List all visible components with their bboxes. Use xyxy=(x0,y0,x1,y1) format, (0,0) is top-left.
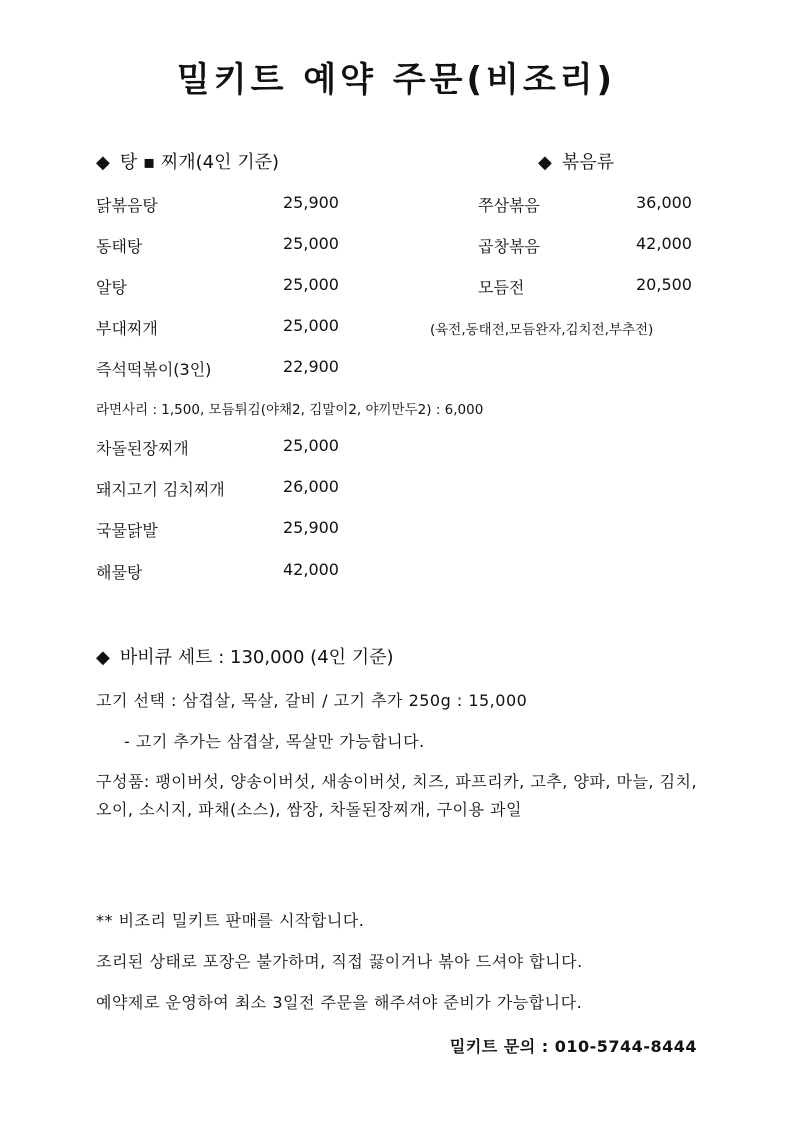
menu-item-price: 25,900 xyxy=(283,518,339,537)
menu-item-name: 곱창볶음 xyxy=(478,237,540,256)
menu-item-price: 36,000 xyxy=(636,193,692,212)
bbq-section-heading xyxy=(96,643,394,669)
bbq-meat-note: - 고기 추가는 삼겹살, 목살만 가능합니다. xyxy=(124,732,425,751)
menu-item-name: 모듬전 xyxy=(478,278,525,297)
bbq-heading-text: 바비큐 세트 : 130,000 (4인 기준) xyxy=(119,647,394,668)
page-title: 밀키트 예약 주문(비조리) xyxy=(176,60,617,100)
stirfry-section-heading xyxy=(538,148,614,174)
menu-item-name: 즉석떡볶이(3인) xyxy=(96,360,212,379)
menu-item-name: 해물탕 xyxy=(96,563,143,582)
menu-item-name: 알탕 xyxy=(96,278,127,297)
menu-item-name: 돼지고기 김치찌개 xyxy=(96,480,225,499)
menu-item-price: 42,000 xyxy=(283,560,339,579)
diamond-bullet-icon: ◆ xyxy=(96,647,110,668)
menu-item-price: 25,000 xyxy=(283,275,339,294)
bbq-composition: 구성품: 팽이버섯, 양송이버섯, 새송이버섯, 치즈, 파프리카, 고추, 양파, 마늘, 김치, 오이, 소시지, 파채(소스), 쌈장, 차돌된장찌개, 구이용 과일 xyxy=(96,772,698,819)
notice-line: 예약제로 운영하여 최소 3일전 주문을 해주셔야 준비가 가능합니다. xyxy=(96,993,583,1012)
bbq-meat-line: 고기 선택 : 삼겹살, 목살, 갈비 / 고기 추가 250g : 15,000 xyxy=(96,691,528,710)
menu-item-name: 차돌된장찌개 xyxy=(96,439,189,458)
menu-item-name: 동태탕 xyxy=(96,237,143,256)
menu-item-price: 25,000 xyxy=(283,234,339,253)
notice-line: ** 비조리 밀키트 판매를 시작합니다. xyxy=(96,911,365,930)
menu-item-price: 22,900 xyxy=(283,357,339,376)
menu-item-price: 25,000 xyxy=(283,436,339,455)
menu-item-name: 부대찌개 xyxy=(96,319,158,338)
stew-heading-text: 탕 ▪ 찌개(4인 기준) xyxy=(119,152,280,173)
diamond-bullet-icon: ◆ xyxy=(96,152,110,173)
menu-item-name: 국물닭발 xyxy=(96,521,158,540)
stirfry-note: (육전,동태전,모듬완자,김치전,부추전) xyxy=(430,322,654,338)
addon-note: 라면사리 : 1,500, 모듬튀김(야채2, 김말이2, 야끼만두2) : 6,000 xyxy=(96,402,484,418)
menu-item-price: 25,000 xyxy=(283,316,339,335)
menu-item-price: 42,000 xyxy=(636,234,692,253)
notice-line: 조리된 상태로 포장은 불가하며, 직접 끓이거나 볶아 드셔야 합니다. xyxy=(96,952,583,971)
diamond-bullet-icon: ◆ xyxy=(538,152,552,173)
menu-item-name: 쭈삼볶음 xyxy=(478,196,540,215)
stirfry-heading-text: 볶음류 xyxy=(561,152,615,173)
menu-item-price: 20,500 xyxy=(636,275,692,294)
contact-line: 밀키트 문의 : 010-5744-8444 xyxy=(449,1037,697,1056)
menu-item-price: 25,900 xyxy=(283,193,339,212)
menu-item-price: 26,000 xyxy=(283,477,339,496)
stew-section-heading xyxy=(96,148,279,174)
menu-item-name: 닭볶음탕 xyxy=(96,196,158,215)
